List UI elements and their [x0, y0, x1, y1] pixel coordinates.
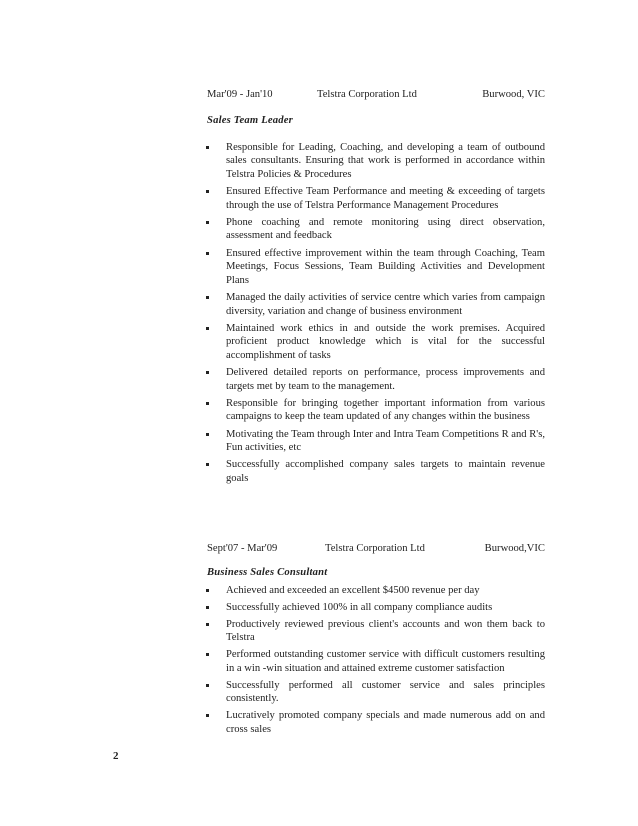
list-item-text: Achieved and exceeded an excellent $4500 revenue per day [226, 584, 480, 596]
job-company: Telstra Corporation Ltd [325, 543, 425, 554]
page-number: 2 [113, 750, 119, 762]
bullet-icon [206, 327, 209, 330]
list-item [207, 709, 545, 736]
list-item [207, 397, 545, 424]
list-item-text: Maintained work ethics in and outside the work premises. Acquired proficient product knowledge which is vital for the successful accomplishment of tasks [226, 322, 545, 361]
list-item [207, 584, 545, 598]
bullet-icon [206, 433, 209, 436]
job-meta [207, 542, 545, 556]
job-meta [207, 88, 545, 102]
list-item-text: Phone coaching and remote monitoring using direct observation, assessment and feedback [226, 216, 545, 242]
bullet-icon [206, 252, 209, 255]
job-dates: Sept'07 - Mar'09 [207, 543, 278, 554]
list-item [207, 141, 545, 182]
list-item-text: Delivered detailed reports on performance, process improvements and targets met by team to the management. [226, 367, 545, 392]
responsibilities-list [207, 584, 545, 737]
job-location: Burwood, VIC [482, 89, 545, 100]
responsibilities-list [207, 141, 545, 486]
list-item-text: Ensured effective improvement within the team through Coaching, Team Meetings, Focus Sessions, Team Building Activities and Development Plans [226, 247, 545, 286]
bullet-icon [206, 653, 209, 656]
list-item [207, 618, 545, 645]
job-entry [207, 542, 545, 740]
list-item [207, 428, 545, 455]
list-item [207, 291, 545, 318]
list-item-text: Performed outstanding customer service with difficult customers resulting in a win -win situation and attained extreme customer satisfaction [226, 649, 545, 674]
bullet-icon [206, 714, 209, 717]
list-item [207, 458, 545, 485]
list-item-text: Successfully accomplished company sales targets to maintain revenue goals [226, 459, 545, 484]
bullet-icon [206, 371, 209, 374]
list-item-text: Successfully achieved 100% in all company compliance audits [226, 601, 493, 613]
list-item [207, 247, 545, 288]
list-item [207, 601, 545, 615]
list-item [207, 185, 545, 212]
list-item [207, 366, 545, 393]
bullet-icon [206, 606, 209, 609]
job-location: Burwood,VIC [484, 543, 545, 554]
list-item [207, 679, 545, 706]
list-item-text: Responsible for Leading, Coaching, and developing a team of outbound sales consultants. Ensuring that work is performed in accordance within Telstra Policies & Procedures [226, 141, 545, 180]
job-title: Business Sales Consultant [207, 567, 328, 578]
bullet-icon [206, 190, 209, 193]
job-entry [207, 88, 545, 489]
list-item-text: Lucratively promoted company specials and made numerous add on and cross sales [226, 710, 545, 735]
job-dates: Mar'09 - Jan'10 [207, 89, 273, 100]
list-item [207, 322, 545, 363]
bullet-icon [206, 146, 209, 149]
list-item-text: Successfully performed all customer service and sales principles consistently. [226, 679, 545, 705]
bullet-icon [206, 221, 209, 224]
bullet-icon [206, 684, 209, 687]
job-title: Sales Team Leader [207, 115, 293, 126]
list-item [207, 216, 545, 243]
list-item [207, 648, 545, 675]
list-item-text: Productively reviewed previous client's accounts and won them back to Telstra [226, 618, 545, 644]
bullet-icon [206, 623, 209, 626]
bullet-icon [206, 463, 209, 466]
list-item-text: Managed the daily activities of service centre which varies from campaign diversity, variation and change of business environment [226, 291, 545, 317]
list-item-text: Ensured Effective Team Performance and meeting & exceeding of targets through the use of Telstra Performance Management Procedures [226, 185, 545, 211]
list-item-text: Motivating the Team through Inter and Intra Team Competitions R and R's, Fun activities, etc [226, 428, 545, 454]
bullet-icon [206, 402, 209, 405]
list-item-text: Responsible for bringing together important information from various campaigns to keep the team updated of any changes within the business [226, 397, 545, 423]
bullet-icon [206, 296, 209, 299]
bullet-icon [206, 589, 209, 592]
job-company: Telstra Corporation Ltd [317, 89, 417, 100]
